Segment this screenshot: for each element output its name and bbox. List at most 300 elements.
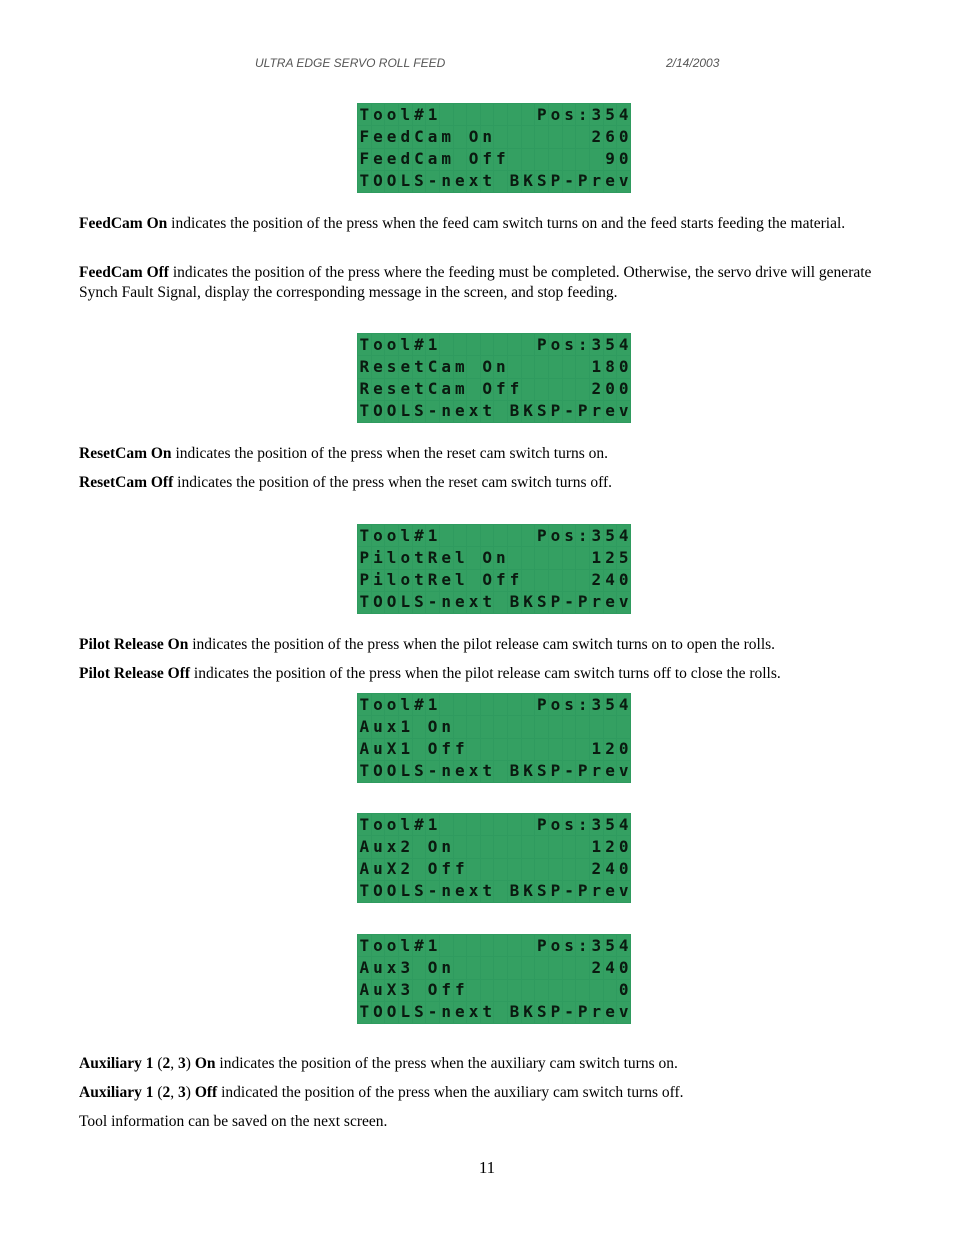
lcd-char: S	[414, 881, 424, 901]
lcd-char	[454, 694, 467, 715]
lcd-char: T	[359, 935, 370, 955]
lcd-char: l	[386, 570, 397, 590]
lcd-char	[576, 149, 589, 170]
lcd-char	[440, 525, 453, 546]
lcd-char	[467, 525, 480, 546]
text: ,	[170, 1084, 179, 1101]
lcd-char	[535, 356, 548, 377]
lcd-char: O	[427, 836, 438, 856]
lcd-char	[494, 104, 507, 125]
lcd-char: :	[577, 104, 588, 124]
lcd-char: t	[482, 171, 492, 191]
lcd-char: O	[386, 171, 397, 191]
lcd-char: O	[373, 1002, 383, 1022]
lcd-char: -	[427, 881, 438, 901]
lcd-char: 3	[591, 694, 602, 714]
lcd-char: 2	[591, 126, 602, 146]
text: )	[185, 1055, 195, 1072]
lcd-char: 2	[591, 957, 602, 977]
lcd-char	[454, 957, 467, 978]
paragraph-aux-off	[79, 1083, 909, 1103]
lcd-char: :	[577, 935, 588, 955]
lcd-char: f	[495, 570, 506, 590]
lcd-char	[549, 980, 562, 1001]
lcd-screen-pilotrel	[357, 524, 631, 614]
lcd-char: L	[400, 1002, 411, 1022]
lcd-char: 0	[618, 379, 629, 399]
lcd-char: 2	[591, 570, 602, 590]
term: 2	[162, 1055, 171, 1072]
lcd-char	[467, 836, 480, 857]
lcd-char	[535, 149, 548, 170]
lcd-char	[467, 694, 480, 715]
description: indicates the position of the press when the auxiliary cam switch turns on.	[215, 1055, 678, 1072]
lcd-char: A	[359, 739, 370, 759]
lcd-char	[535, 379, 548, 400]
lcd-char	[481, 104, 494, 125]
lcd-char	[508, 739, 521, 760]
lcd-char	[590, 149, 603, 170]
lcd-char	[494, 935, 507, 956]
lcd-char: 3	[591, 935, 602, 955]
lcd-char	[549, 570, 562, 591]
paragraph-resetcam-on	[79, 444, 909, 464]
lcd-char: u	[373, 980, 383, 1000]
lcd-char: o	[386, 334, 397, 354]
lcd-char	[494, 814, 507, 835]
lcd-char: O	[427, 859, 438, 879]
lcd-char: e	[455, 171, 465, 191]
lcd-char: A	[359, 957, 370, 977]
lcd-char: 5	[605, 525, 615, 545]
lcd-char	[535, 859, 548, 880]
lcd-char	[522, 104, 535, 125]
lcd-char: 1	[591, 547, 602, 567]
lcd-char: P	[536, 525, 547, 545]
lcd-char: P	[577, 881, 588, 901]
lcd-char	[535, 980, 548, 1001]
header-title: ULTRA EDGE SERVO ROLL FEED	[255, 56, 446, 70]
lcd-char: v	[618, 881, 629, 901]
lcd-char: X	[386, 859, 397, 879]
lcd-char: u	[373, 859, 383, 879]
lcd-char	[467, 104, 480, 125]
lcd-char: A	[359, 980, 370, 1000]
lcd-screen-aux3	[357, 934, 631, 1024]
lcd-char: s	[564, 935, 574, 955]
lcd-char	[494, 716, 507, 737]
lcd-char: -	[564, 1002, 574, 1022]
lcd-char: i	[373, 570, 383, 590]
lcd-char: v	[618, 592, 629, 612]
lcd-char: l	[400, 814, 411, 834]
text: (	[153, 1055, 163, 1072]
lcd-char: t	[482, 761, 492, 781]
lcd-char: e	[455, 401, 465, 421]
lcd-char: 4	[605, 859, 615, 879]
lcd-char: n	[441, 881, 452, 901]
lcd-char	[494, 881, 507, 902]
description: indicates the position of the press when the reset cam switch turns on.	[171, 445, 609, 462]
lcd-char: O	[386, 881, 397, 901]
lcd-char: n	[482, 126, 492, 146]
lcd-char: P	[550, 1002, 561, 1022]
lcd-char: r	[591, 881, 602, 901]
lcd-char	[467, 570, 480, 591]
lcd-char: P	[536, 334, 547, 354]
lcd-char	[549, 126, 562, 147]
lcd-char: R	[359, 356, 370, 376]
lcd-char	[604, 980, 617, 1001]
lcd-char: B	[509, 881, 520, 901]
lcd-char: O	[468, 126, 479, 146]
lcd-char: #	[414, 104, 424, 124]
lcd-char: l	[400, 334, 411, 354]
lcd-char: e	[386, 149, 397, 169]
lcd-char: :	[577, 814, 588, 834]
lcd-char: -	[564, 881, 574, 901]
lcd-char: t	[482, 881, 492, 901]
lcd-char: 1	[591, 836, 602, 856]
lcd-char: S	[536, 881, 547, 901]
lcd-char	[494, 525, 507, 546]
lcd-char	[494, 957, 507, 978]
lcd-char: f	[482, 149, 492, 169]
lcd-char: e	[373, 379, 383, 399]
lcd-screen-feedcam	[357, 103, 631, 193]
lcd-char: O	[482, 547, 492, 567]
lcd-char	[440, 104, 453, 125]
lcd-char	[413, 716, 426, 737]
lcd-char: u	[373, 957, 383, 977]
lcd-char: F	[359, 149, 370, 169]
lcd-char: :	[577, 334, 588, 354]
lcd-screen-aux2	[357, 813, 631, 903]
paragraph-feedcam-off	[79, 263, 909, 303]
lcd-char: t	[414, 570, 424, 590]
lcd-char	[467, 547, 480, 568]
lcd-char: B	[509, 171, 520, 191]
lcd-char	[522, 149, 535, 170]
lcd-char	[549, 836, 562, 857]
lcd-char: l	[455, 570, 465, 590]
lcd-char: T	[359, 814, 370, 834]
term: Off	[194, 1084, 218, 1101]
lcd-char	[522, 547, 535, 568]
lcd-char: S	[536, 761, 547, 781]
lcd-char: x	[468, 401, 479, 421]
lcd-char: o	[373, 935, 383, 955]
lcd-char	[576, 836, 589, 857]
lcd-char: n	[495, 547, 506, 567]
lcd-char: O	[482, 379, 492, 399]
lcd-char: -	[427, 401, 438, 421]
lcd-char	[563, 859, 576, 880]
lcd-char	[535, 547, 548, 568]
lcd-char	[508, 104, 521, 125]
lcd-char: A	[359, 716, 370, 736]
lcd-char: e	[605, 401, 615, 421]
lcd-char: 1	[400, 739, 411, 759]
lcd-char: P	[550, 761, 561, 781]
lcd-char: t	[414, 356, 424, 376]
lcd-char: t	[482, 592, 492, 612]
lcd-char: 4	[618, 525, 629, 545]
lcd-char: u	[373, 836, 383, 856]
lcd-char: v	[618, 401, 629, 421]
lcd-char	[508, 957, 521, 978]
lcd-char: f	[509, 379, 520, 399]
lcd-char: 5	[605, 334, 615, 354]
lcd-char: P	[536, 694, 547, 714]
lcd-char	[590, 980, 603, 1001]
lcd-char	[494, 761, 507, 782]
lcd-char: l	[400, 104, 411, 124]
lcd-char	[467, 356, 480, 377]
lcd-char: #	[414, 935, 424, 955]
lcd-char	[522, 379, 535, 400]
lcd-char: L	[400, 881, 411, 901]
lcd-char	[563, 356, 576, 377]
lcd-char: O	[386, 1002, 397, 1022]
lcd-char: B	[509, 1002, 520, 1022]
lcd-char: B	[509, 401, 520, 421]
description: indicates the position of the press where the feeding must be completed. Otherwise, the servo drive will generate Synch Fault Signal, display the corresponding message in the screen, and stop feeding.	[79, 264, 872, 301]
lcd-char: n	[441, 1002, 452, 1022]
lcd-char: P	[536, 814, 547, 834]
lcd-char: 5	[618, 547, 629, 567]
lcd-char	[522, 716, 535, 737]
lcd-char: 3	[591, 104, 602, 124]
term: Auxiliary 1	[79, 1055, 154, 1072]
lcd-char	[522, 957, 535, 978]
lcd-char: P	[550, 592, 561, 612]
lcd-char: P	[577, 171, 588, 191]
lcd-char: 2	[591, 859, 602, 879]
lcd-char: o	[373, 694, 383, 714]
lcd-char: l	[455, 547, 465, 567]
lcd-char	[563, 980, 576, 1001]
lcd-char: f	[455, 739, 465, 759]
lcd-char: T	[359, 401, 370, 421]
lcd-char: O	[427, 957, 438, 977]
lcd-char: T	[359, 881, 370, 901]
lcd-char	[454, 104, 467, 125]
lcd-char: O	[427, 739, 438, 759]
lcd-char	[576, 126, 589, 147]
lcd-char: o	[550, 935, 561, 955]
lcd-char: S	[536, 1002, 547, 1022]
lcd-char: R	[359, 379, 370, 399]
lcd-char: S	[414, 761, 424, 781]
lcd-char: X	[386, 980, 397, 1000]
lcd-char: -	[427, 171, 438, 191]
lcd-char	[549, 716, 562, 737]
lcd-char	[440, 814, 453, 835]
lcd-char: 8	[605, 356, 615, 376]
lcd-char: t	[482, 401, 492, 421]
lcd-char: o	[386, 814, 397, 834]
lcd-char: 0	[618, 859, 629, 879]
lcd-char: 3	[591, 814, 602, 834]
lcd-char: T	[359, 694, 370, 714]
lcd-char	[535, 957, 548, 978]
lcd-char: x	[468, 761, 479, 781]
lcd-char: 3	[591, 334, 602, 354]
lcd-char: 0	[618, 570, 629, 590]
lcd-char: 5	[605, 814, 615, 834]
lcd-char	[522, 836, 535, 857]
term: FeedCam Off	[79, 264, 169, 281]
lcd-char	[467, 716, 480, 737]
lcd-char	[522, 935, 535, 956]
lcd-char: e	[605, 171, 615, 191]
lcd-char: K	[523, 761, 533, 781]
lcd-char: 0	[618, 957, 629, 977]
lcd-char: e	[373, 149, 383, 169]
lcd-char: e	[605, 1002, 615, 1022]
lcd-char: f	[495, 149, 506, 169]
lcd-char	[494, 126, 507, 147]
lcd-char: 2	[591, 379, 602, 399]
lcd-char: T	[359, 592, 370, 612]
lcd-char: f	[441, 980, 452, 1000]
lcd-char: T	[359, 104, 370, 124]
lcd-char: T	[359, 1002, 370, 1022]
lcd-char: 2	[605, 547, 615, 567]
lcd-char: B	[509, 761, 520, 781]
lcd-char: 9	[605, 149, 615, 169]
lcd-char	[467, 814, 480, 835]
lcd-char: K	[523, 171, 533, 191]
lcd-char: A	[359, 859, 370, 879]
lcd-char	[522, 859, 535, 880]
lcd-char	[535, 716, 548, 737]
lcd-char	[563, 547, 576, 568]
lcd-char: t	[414, 379, 424, 399]
paragraph-saved	[79, 1112, 909, 1132]
lcd-char: 1	[400, 716, 411, 736]
lcd-char: u	[373, 716, 383, 736]
lcd-char: O	[482, 570, 492, 590]
lcd-char: K	[523, 881, 533, 901]
lcd-char: o	[550, 694, 561, 714]
lcd-char: 4	[605, 957, 615, 977]
lcd-char: s	[564, 525, 574, 545]
lcd-char: e	[605, 881, 615, 901]
lcd-char	[522, 739, 535, 760]
lcd-char: 0	[618, 836, 629, 856]
lcd-char: A	[359, 836, 370, 856]
lcd-char	[522, 980, 535, 1001]
lcd-char	[522, 126, 535, 147]
term: Pilot Release On	[79, 636, 189, 653]
lcd-char: n	[441, 957, 452, 977]
lcd-char: o	[373, 334, 383, 354]
lcd-char: O	[373, 761, 383, 781]
lcd-char	[494, 1002, 507, 1023]
lcd-char	[563, 379, 576, 400]
lcd-char: e	[455, 881, 465, 901]
lcd-char	[481, 859, 494, 880]
lcd-char	[508, 356, 521, 377]
lcd-char: X	[386, 739, 397, 759]
lcd-char: n	[495, 356, 506, 376]
lcd-char	[522, 814, 535, 835]
lcd-char: s	[564, 814, 574, 834]
lcd-char	[481, 836, 494, 857]
lcd-char	[454, 836, 467, 857]
lcd-char: a	[441, 356, 452, 376]
lcd-char	[454, 126, 467, 147]
lcd-char	[549, 356, 562, 377]
lcd-char: 0	[605, 379, 615, 399]
lcd-char: e	[455, 592, 465, 612]
lcd-char: e	[400, 356, 411, 376]
lcd-char	[617, 716, 630, 737]
lcd-char: P	[550, 401, 561, 421]
lcd-char: 0	[618, 149, 629, 169]
lcd-char: d	[400, 126, 411, 146]
lcd-char: o	[550, 814, 561, 834]
lcd-char	[563, 739, 576, 760]
lcd-char: P	[577, 1002, 588, 1022]
paragraph-resetcam-off	[79, 473, 909, 493]
lcd-char	[508, 935, 521, 956]
lcd-char: O	[386, 761, 397, 781]
lcd-char	[454, 525, 467, 546]
lcd-char	[454, 935, 467, 956]
lcd-char: v	[618, 1002, 629, 1022]
term: FeedCam On	[79, 215, 168, 232]
lcd-char	[467, 957, 480, 978]
lcd-char	[563, 836, 576, 857]
lcd-char	[576, 859, 589, 880]
lcd-char: 5	[605, 104, 615, 124]
term: 3	[178, 1055, 186, 1072]
lcd-char	[481, 980, 494, 1001]
lcd-char	[454, 149, 467, 170]
description: indicates the position of the press when the reset cam switch turns off.	[173, 474, 613, 491]
lcd-char	[549, 149, 562, 170]
lcd-char	[481, 739, 494, 760]
lcd-char: S	[414, 592, 424, 612]
lcd-char	[467, 334, 480, 355]
lcd-char: C	[427, 379, 438, 399]
lcd-char: o	[400, 570, 411, 590]
paragraph-pilot-off	[79, 664, 909, 684]
lcd-char: 6	[605, 126, 615, 146]
lcd-char: S	[414, 171, 424, 191]
lcd-char: L	[400, 401, 411, 421]
lcd-char: 1	[591, 356, 602, 376]
lcd-char: S	[536, 171, 547, 191]
lcd-char	[413, 859, 426, 880]
lcd-char: 1	[427, 935, 438, 955]
lcd-char	[604, 716, 617, 737]
lcd-char: L	[400, 761, 411, 781]
lcd-char: P	[577, 592, 588, 612]
lcd-char: O	[373, 401, 383, 421]
lcd-char: l	[400, 525, 411, 545]
lcd-char: T	[359, 525, 370, 545]
lcd-char: P	[577, 401, 588, 421]
lcd-char: r	[591, 761, 602, 781]
lcd-char: -	[427, 761, 438, 781]
lcd-char: x	[386, 716, 397, 736]
lcd-char: e	[386, 126, 397, 146]
lcd-char	[467, 859, 480, 880]
